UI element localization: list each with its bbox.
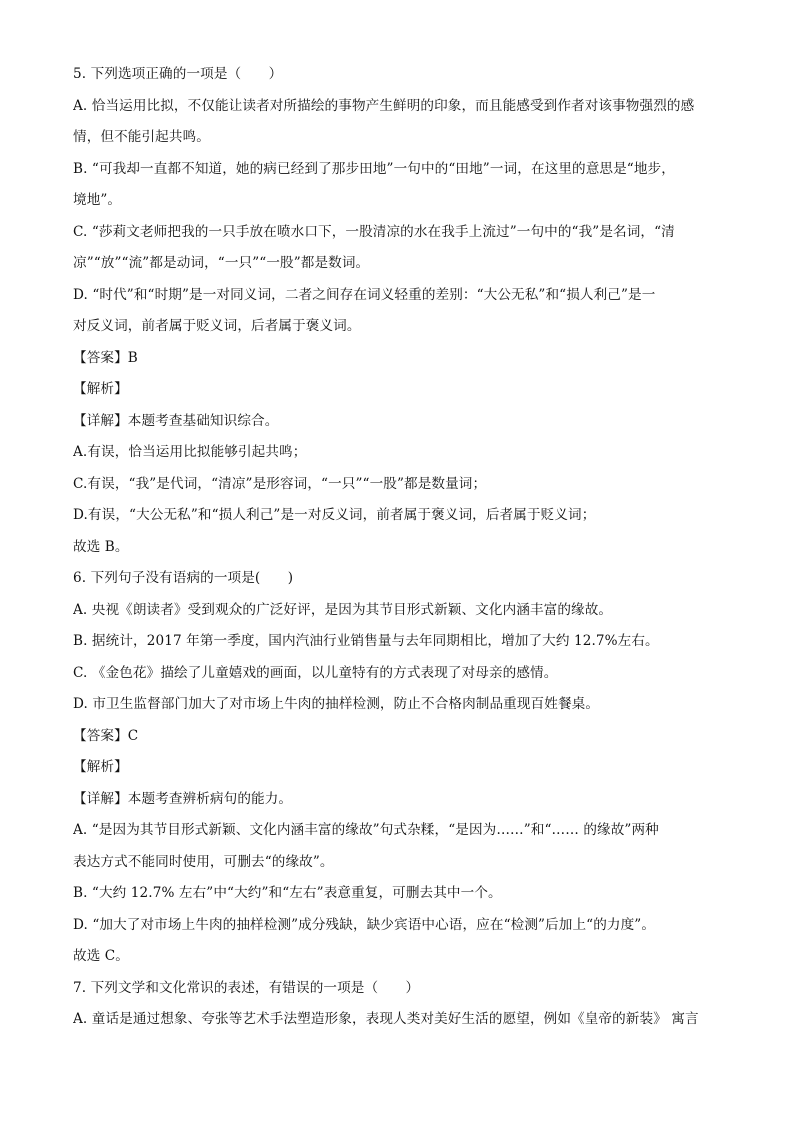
question-5-option-c: C. “莎莉文老师把我的一只手放在喷水口下，一股清凉的水在我手上流过”一句中的“我”是名词，“清 [73, 224, 675, 240]
question-5-conclusion: 故选 B。 [73, 539, 129, 555]
question-5-option-c-cont: 凉”“放”“流”都是动词，“一只”“一股”都是数词。 [73, 255, 370, 271]
question-6-explain-a: A. “是因为其节目形式新颖、文化内涵丰富的缘故”句式杂糅，“是因为……”和“…… 的缘故”两种 [73, 822, 659, 838]
question-5-option-d-cont: 对反义词，前者属于贬义词，后者属于褒义词。 [73, 318, 361, 334]
question-6-option-a: A. 央视《朗读者》受到观众的广泛好评，是因为其节目形式新颖、文化内涵丰富的缘故。 [73, 602, 613, 618]
question-6-option-c: C. 《金色花》描绘了儿童嬉戏的画面，以儿童特有的方式表现了对母亲的感情。 [73, 665, 558, 681]
question-7-stem: 7. 下列文学和文化常识的表述，有错误的一项是（ ） [73, 980, 420, 996]
question-6-analysis-heading: 【解析】 [73, 759, 128, 775]
question-5-answer: 【答案】B [73, 350, 138, 366]
question-6-option-b: B. 据统计，2017 年第一季度，国内汽油行业销售量与去年同期相比，增加了大约 12.7%左右。 [73, 633, 659, 649]
question-7-option-a: A. 童话是通过想象、夸张等艺术手法塑造形象，表现人类对美好生活的愿望，例如《皇帝的新装》 寓言 [73, 1011, 699, 1027]
question-5-explain-c: C.有误，“我”是代词，“清凉”是形容词，“一只”“一股”都是数量词； [73, 476, 487, 492]
question-6-conclusion: 故选 C。 [73, 948, 130, 964]
question-5-option-a: A. 恰当运用比拟，不仅能让读者对所描绘的事物产生鲜明的印象，而且能感受到作者对该事物强烈的感 [73, 98, 695, 114]
question-5-stem: 5. 下列选项正确的一项是（ ） [73, 66, 283, 82]
question-5-option-b: B. “可我却一直都不知道，她的病已经到了那步田地”一句中的“田地”一词，在这里的意思是“地步， [73, 161, 675, 177]
question-5-detail: 【详解】本题考查基础知识综合。 [73, 413, 279, 429]
question-6-explain-a-cont: 表达方式不能同时使用，可删去“的缘故”。 [73, 854, 334, 870]
question-6-explain-b: B. “大约 12.7% 左右”中“大约”和“左右”表意重复，可删去其中一个。 [73, 885, 502, 901]
question-5-option-a-cont: 情，但不能引起共鸣。 [73, 129, 210, 145]
question-5-analysis-heading: 【解析】 [73, 381, 128, 397]
question-6-explain-d: D. “加大了对市场上牛肉的抽样检测”成分残缺，缺少宾语中心语，应在“检测”后加上“的力度”。 [73, 917, 656, 933]
question-6-detail: 【详解】本题考查辨析病句的能力。 [73, 791, 293, 807]
question-5-option-d: D. “时代”和“时期”是一对同义词，二者之间存在词义轻重的差别：“大公无私”和“损人利己”是一 [73, 287, 656, 303]
question-6-stem: 6. 下列句子没有语病的一项是( ) [73, 570, 294, 586]
question-6-option-d: D. 市卫生监督部门加大了对市场上牛肉的抽样检测，防止不合格肉制品重现百姓餐桌。 [73, 696, 600, 712]
question-6-answer: 【答案】C [73, 728, 139, 744]
question-5-option-b-cont: 境地”。 [73, 192, 122, 208]
question-5-explain-d: D.有误，“大公无私”和“损人利己”是一对反义词，前者属于褒义词，后者属于贬义词； [73, 507, 596, 523]
question-5-explain-a: A.有误，恰当运用比拟能够引起共鸣； [73, 444, 307, 460]
